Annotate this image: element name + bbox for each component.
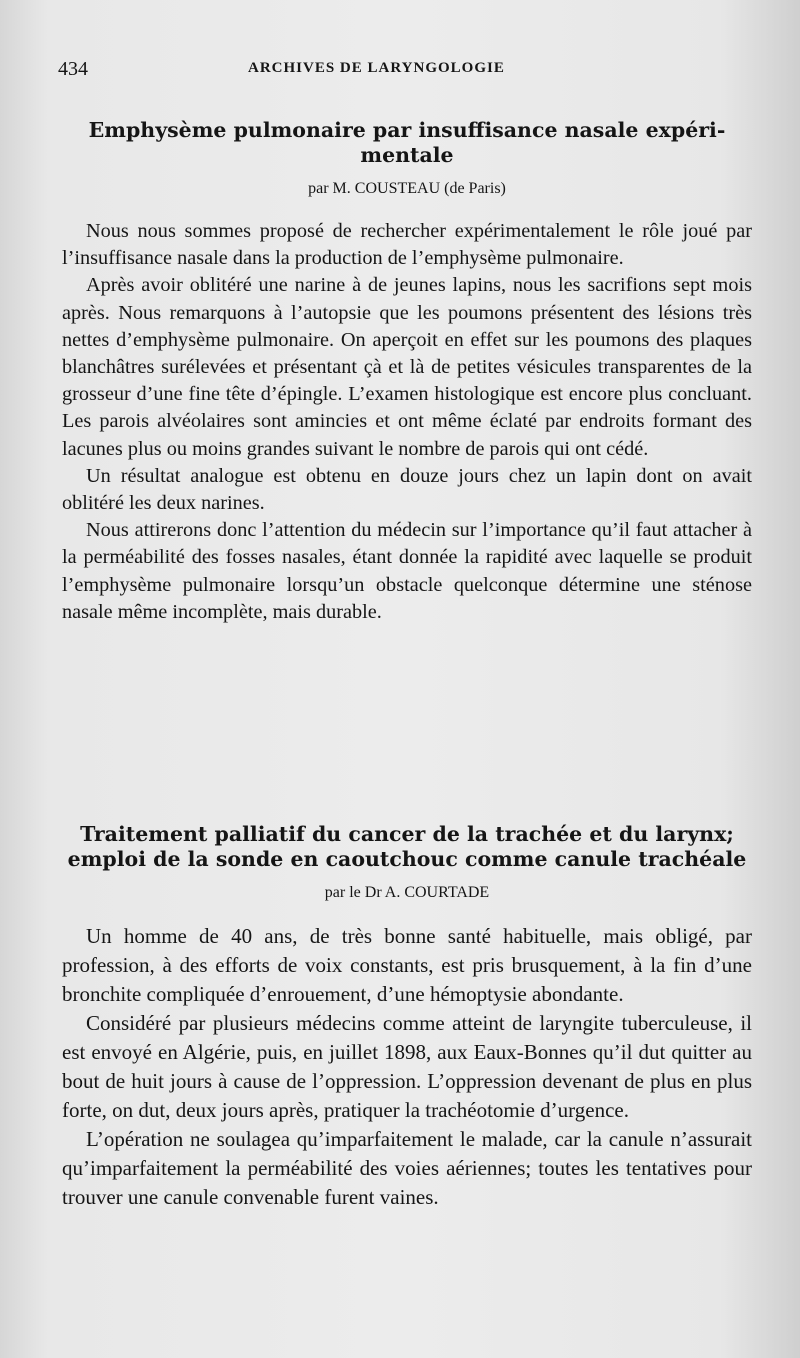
running-title: ARCHIVES DE LARYNGOLOGIE [248,60,505,76]
article-body [62,922,752,1212]
article-title-line-2: emploi de la sonde en caoutchouc comme canule trachéale [67,847,747,871]
paragraph: Nous attirerons donc l’attention du médecin sur l’importance qu’il faut attacher à la perméabilité des fosses nasales, étant donnée la rapidité avec laquelle se produit l’emphysème pulmonaire lorsqu’un obstacle quelconque détermine une sténose nasale même incomplète, mais durable. [62,519,752,623]
paragraph: Considéré par plusieurs médecins comme atteint de laryngite tuberculeuse, il est envoyé en Algérie, puis, en juillet 1898, aux Eaux-Bonnes qu’il dut quitter au bout de huit jours à cause de l’oppression. L’oppression devenant de plus en plus forte, on dut, deux jours après, pratiquer la trachéotomie d’urgence. [62,1011,752,1122]
article-body [62,218,752,626]
article-title-line-1: Traitement palliatif du cancer de la trachée et du larynx; [80,822,734,846]
page-header [58,58,748,88]
paragraph: Après avoir oblitéré une narine à de jeunes lapins, nous les sacrifions sept mois après. Nous remarquons à l’autopsie que les poumons présentent des lésions très nettes d’emphysème pulmonaire. On aperçoit en effet sur les poumons des plaques blanchâtres surélevées et présentant çà et là de petites vésicules transparentes de la grosseur d’une fine tête d’épingle. L’examen histologique est encore plus concluant. Les parois alvéolaires sont amincies et ont même éclaté par endroits formant des lacunes plus ou moins grandes suivant le nombre de parois qui ont cédé. [62,274,752,460]
article-traitement-palliatif [62,822,752,1212]
paragraph: Nous nous sommes proposé de rechercher expérimentalement le rôle joué par l’insuffisance nasale dans la production de l’emphysème pulmonaire. [62,220,752,270]
paragraph: Un homme de 40 ans, de très bonne santé habituelle, mais obligé, par profession, à des efforts de voix constants, est pris brusquement, à la fin d’une bronchite compliquée d’enrouement, d’une hémoptysie abondante. [62,924,752,1006]
page-number: 434 [58,58,88,80]
article-title-line-1: Emphysème pulmonaire par insuffisance nasale expéri- [88,118,726,142]
paragraph: Un résultat analogue est obtenu en douze jours chez un lapin dont on avait oblitéré les deux narines. [62,464,752,515]
article-title [62,118,752,168]
article-title [62,822,752,872]
article-emphyseme [62,118,752,626]
article-byline: par M. COUSTEAU (de Paris) [308,180,506,197]
article-byline: par le Dr A. COURTADE [324,884,490,901]
article-title-line-2: mentale [360,143,454,167]
paragraph: L’opération ne soulagea qu’imparfaitement le malade, car la canule n’assurait qu’imparfaitement la perméabilité des voies aériennes; toutes les tentatives pour trouver une canule convenable furent vaines. [62,1127,752,1209]
